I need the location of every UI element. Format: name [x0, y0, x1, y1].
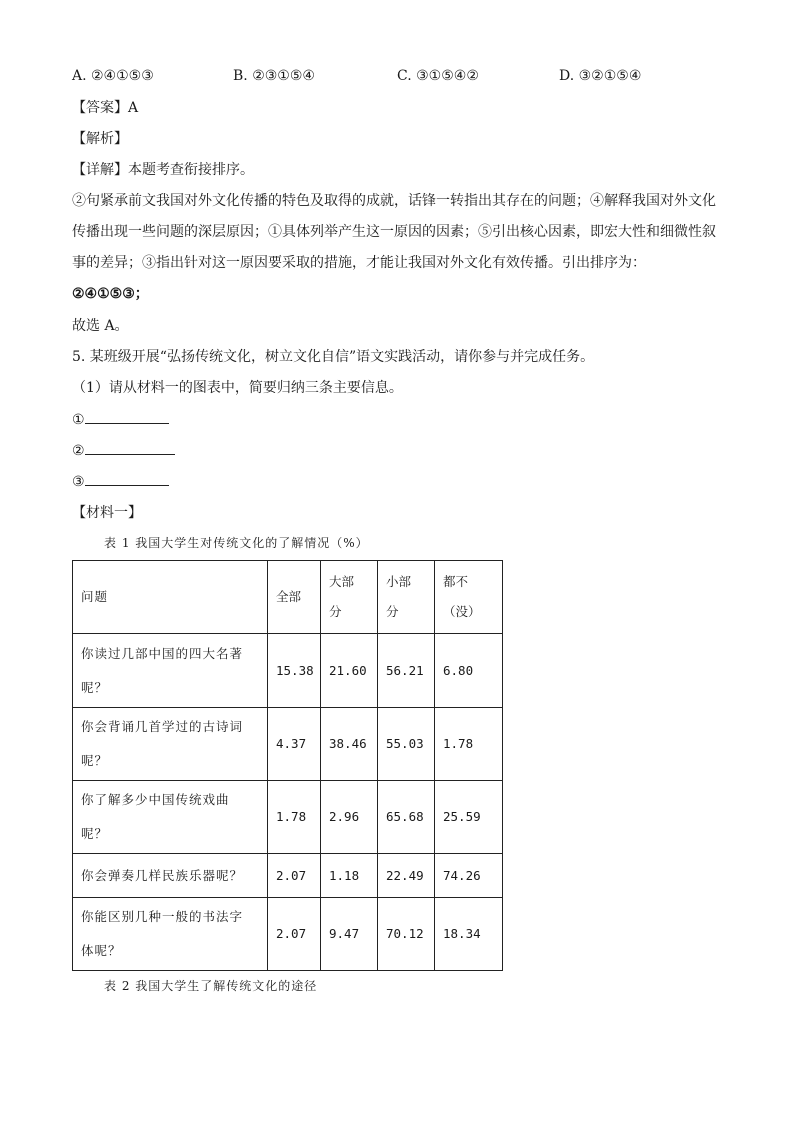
detail-conclusion: 故选 A。 — [72, 318, 129, 334]
detail-order: ②④①⑤③； — [72, 286, 149, 302]
table-header-row — [73, 561, 503, 634]
cell-none: 18.34 — [435, 898, 503, 971]
table-2-caption: 表 2 我国大学生了解传统文化的途径 — [104, 979, 318, 993]
option-a: A. ②④①⑤③ — [72, 68, 154, 84]
row-question — [73, 854, 268, 898]
header-all-text: 全部 — [276, 589, 302, 604]
row-question — [73, 634, 268, 708]
table-row — [73, 854, 503, 898]
row-question-line2: 体呢？ — [81, 943, 122, 958]
table-row — [73, 708, 503, 781]
answer-blank-3 — [72, 471, 169, 492]
detail-line-1: ②句紧承前文我国对外文化传播的特色及取得的成就，话锋一转指出其存在的问题；④解释我国对外文化 — [72, 193, 716, 209]
fill-blank-3[interactable] — [85, 471, 169, 486]
answer-blank-1 — [72, 409, 169, 430]
header-most — [321, 561, 378, 634]
row-question-line1: 你会弹奏几样民族乐器呢？ — [81, 867, 244, 883]
fill-blank-1[interactable] — [85, 409, 169, 424]
option-d: D. ③②①⑤④ — [559, 68, 642, 84]
blank-label-2: ② — [72, 443, 85, 459]
row-question — [73, 781, 268, 854]
header-none — [435, 561, 503, 634]
answer-value: A — [128, 100, 139, 116]
header-small-line1: 小部 — [386, 574, 412, 589]
material-tag: 【材料一】 — [72, 505, 142, 521]
row-question-line1: 你读过几部中国的四大名著 — [81, 645, 244, 661]
header-most-line2: 分 — [329, 604, 342, 619]
row-question-line2: 呢？ — [81, 826, 109, 841]
table-1-caption: 表 1 我国大学生对传统文化的了解情况（%） — [104, 536, 369, 550]
question-5-sub1: （1）请从材料一的图表中，简要归纳三条主要信息。 — [72, 380, 403, 396]
answer-tag: 【答案】 — [72, 100, 128, 116]
cell-none: 6.80 — [435, 634, 503, 708]
header-question — [73, 561, 268, 634]
answer-blank-2 — [72, 440, 175, 461]
row-question-line2: 呢？ — [81, 679, 109, 695]
detail-intro: 本题考查衔接排序。 — [128, 162, 254, 178]
header-small-line2: 分 — [386, 604, 399, 619]
cell-none: 74.26 — [435, 854, 503, 898]
blank-label-1: ① — [72, 412, 85, 428]
option-b: B. ②③①⑤④ — [233, 68, 315, 84]
header-none-line2: （没） — [443, 604, 481, 619]
row-question-line1: 你能区别几种一般的书法字 — [81, 909, 244, 924]
answer-line — [72, 98, 138, 118]
header-most-line1: 大部 — [329, 574, 355, 589]
cell-small: 56.21 — [378, 634, 435, 708]
header-small — [378, 561, 435, 634]
table-row — [73, 634, 503, 708]
header-question-text: 问题 — [81, 589, 109, 604]
cell-none: 25.59 — [435, 781, 503, 854]
detail-line-2: 传播出现一些问题的深层原因；①具体列举产生这一原因的因素；⑤引出核心因素，即宏大性和细微性叙 — [72, 224, 716, 240]
option-c: C. ③①⑤④② — [397, 68, 479, 84]
table-1 — [72, 560, 503, 971]
cell-all: 4.37 — [268, 708, 321, 781]
cell-all: 1.78 — [268, 781, 321, 854]
cell-all: 2.07 — [268, 854, 321, 898]
cell-all: 2.07 — [268, 898, 321, 971]
table-row — [73, 781, 503, 854]
analysis-tag: 【解析】 — [72, 131, 128, 147]
question-5-stem: 5. 某班级开展“弘扬传统文化，树立文化自信”语文实践活动，请你参与并完成任务。 — [72, 349, 595, 365]
header-all — [268, 561, 321, 634]
cell-small: 22.49 — [378, 854, 435, 898]
header-none-line1: 都不 — [443, 574, 469, 589]
cell-small: 65.68 — [378, 781, 435, 854]
cell-small: 70.12 — [378, 898, 435, 971]
row-question-line1: 你了解多少中国传统戏曲 — [81, 792, 230, 807]
cell-most: 21.60 — [321, 634, 378, 708]
row-question-line1: 你会背诵几首学过的古诗词 — [81, 719, 244, 734]
detail-line-3: 事的差异；③指出针对这一原因要采取的措施，才能让我国对外文化有效传播。引出排序为： — [72, 255, 646, 271]
fill-blank-2[interactable] — [85, 440, 175, 455]
detail-intro-line — [72, 160, 254, 180]
cell-small: 55.03 — [378, 708, 435, 781]
table-row — [73, 898, 503, 971]
row-question — [73, 898, 268, 971]
detail-tag: 【详解】 — [72, 162, 128, 178]
row-question — [73, 708, 268, 781]
cell-all: 15.38 — [268, 634, 321, 708]
row-question-line2: 呢？ — [81, 753, 109, 768]
cell-most: 38.46 — [321, 708, 378, 781]
cell-most: 2.96 — [321, 781, 378, 854]
blank-label-3: ③ — [72, 474, 85, 490]
cell-most: 1.18 — [321, 854, 378, 898]
cell-none: 1.78 — [435, 708, 503, 781]
cell-most: 9.47 — [321, 898, 378, 971]
